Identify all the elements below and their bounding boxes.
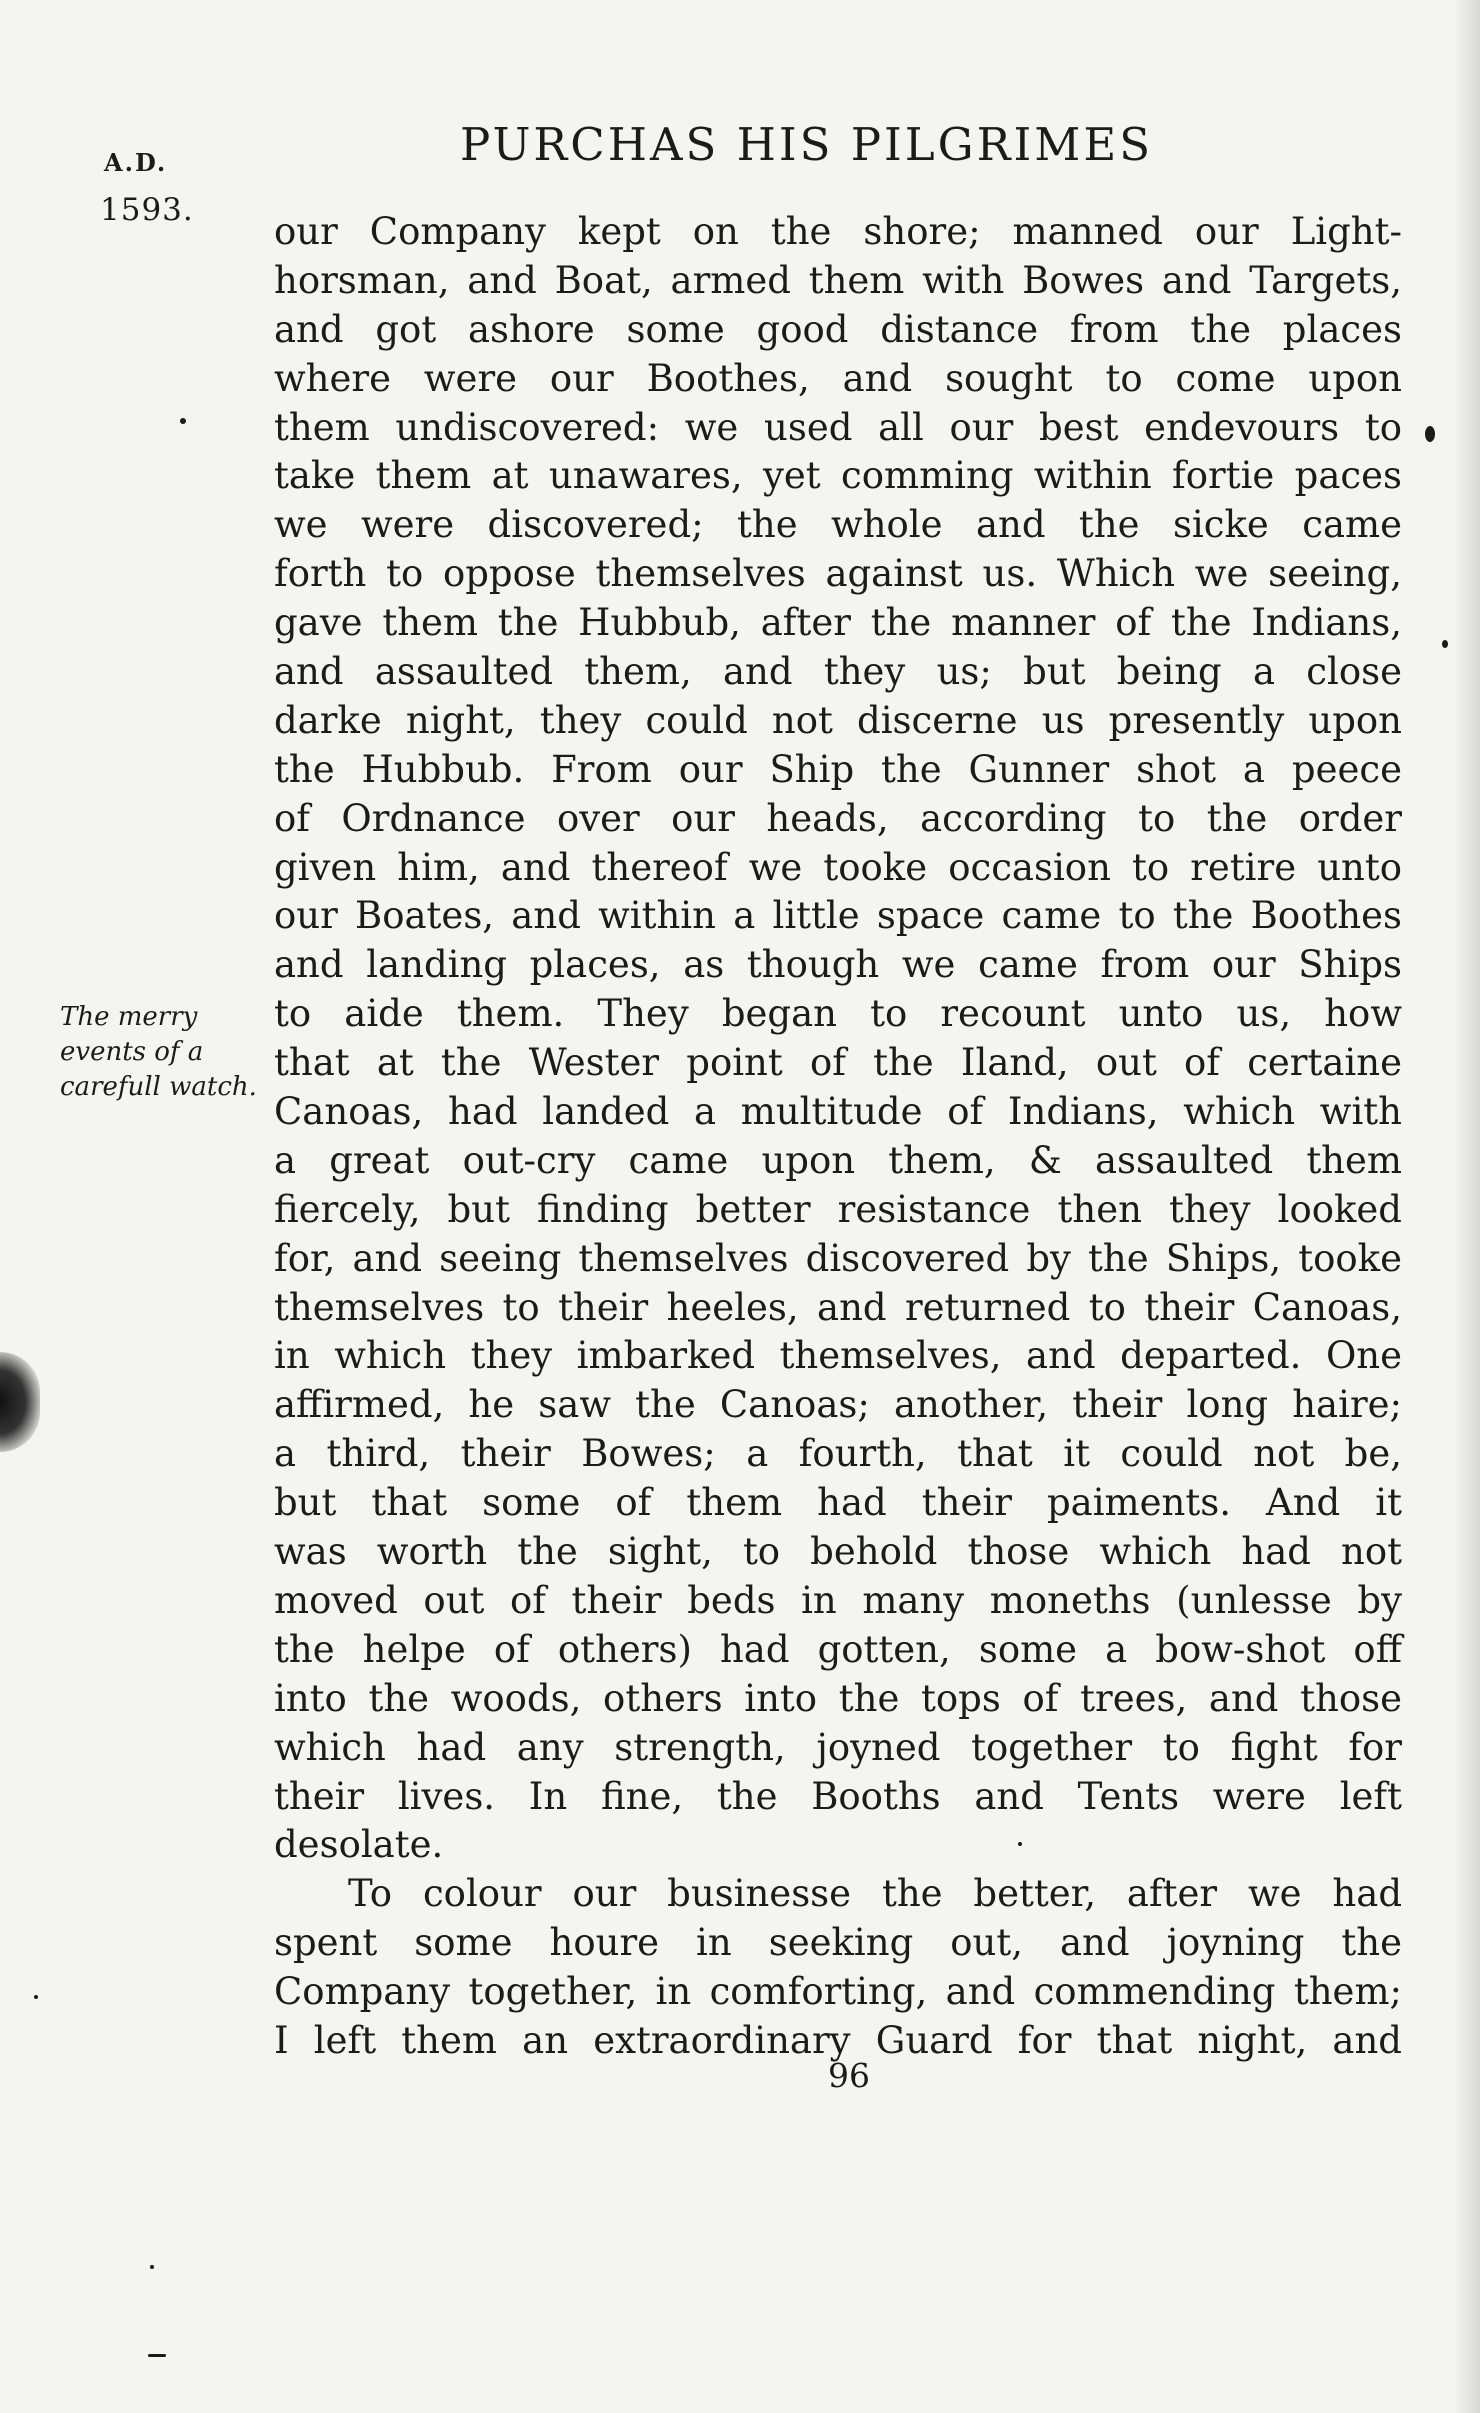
text-line: we were discovered; the whole and the sicke came [274,503,1402,547]
text-line: but that some of them had their paiments. And it [274,1481,1402,1525]
text-line: take them at unawares, yet comming within fortie paces [274,454,1402,498]
text-line: a great out-cry came upon them, & assaulted them [274,1138,1402,1182]
scan-speck [148,2354,166,2357]
page-number: 96 [828,2056,870,2095]
text-line: our Company kept on the shore; manned our Light- [274,210,1402,253]
text-line: darke night, they could not discerne us presently upon [274,698,1402,742]
text-line: and landing places, as though we came from our Ships [274,943,1402,987]
running-title: PURCHAS HIS PILGRIMES [460,118,1154,171]
text-line: where were our Boothes, and sought to come upon [274,356,1402,400]
page-edge [1454,0,1480,2413]
text-line: To colour our businesse the better, after we had [348,1872,1402,1916]
scan-speck [1018,1842,1022,1846]
margin-note-line: events of a [60,1037,204,1067]
text-line: fiercely, but finding better resistance then they looked [274,1187,1402,1231]
text-line: affirmed, he saw the Canoas; another, their long haire; [274,1383,1402,1427]
text-line: spent some houre in seeking out, and joyning the [274,1921,1402,1965]
text-line: the helpe of others) had gotten, some a bow-shot off [274,1627,1402,1671]
text-line: was worth the sight, to behold those which had not [274,1530,1402,1574]
text-line: horsman, and Boat, armed them with Bowes and Targets, [274,258,1402,302]
text-line: their lives. In fine, the Booths and Tents were left [274,1774,1402,1818]
scan-speck [34,1995,38,1999]
text-line: and got ashore some good distance from the places [274,307,1402,351]
scan-speck [1442,640,1448,648]
text-line: I left them an extraordinary Guard for that night, and [274,2018,1402,2062]
scan-speck [180,418,186,424]
text-line: the Hubbub. From our Ship the Gunner shot a peece [274,747,1402,791]
text-line: moved out of their beds in many moneths (unlesse by [274,1578,1402,1622]
text-line: forth to oppose themselves against us. Which we seeing, [274,552,1402,596]
text-line: desolate. [274,1823,444,1867]
text-line: them undiscovered: we used all our best endevours to [274,405,1402,449]
text-line: and assaulted them, and they us; but being a close [274,650,1402,694]
text-line: given him, and thereof we tooke occasion to retire unto [274,845,1402,889]
body-text [274,208,1402,2066]
margin-note-line: carefull watch. [60,1072,257,1102]
scan-speck [150,2265,154,2269]
text-line: which had any strength, joyned together to fight for [274,1725,1402,1769]
text-line: in which they imbarked themselves, and departed. One [274,1334,1402,1378]
text-line: a third, their Bowes; a fourth, that it could not be, [274,1432,1402,1476]
ad-label: A.D. [104,148,168,177]
text-line: to aide them. They began to recount unto us, how [274,992,1402,1036]
year-margin: 1593. [100,192,194,228]
text-line: of Ordnance over our heads, according to the order [274,796,1402,840]
margin-note-line: The merry [60,1002,198,1032]
text-line: themselves to their heeles, and returned to their Canoas, [274,1285,1402,1329]
text-line: into the woods, others into the tops of trees, and those [274,1676,1402,1720]
text-line: Company together, in comforting, and commending them; [274,1970,1402,2014]
text-line: that at the Wester point of the Iland, out of certaine [274,1041,1402,1085]
margin-note [60,1000,257,1105]
scan-edge-shadow [0,1352,40,1452]
scan-speck [1425,426,1435,442]
text-line: for, and seeing themselves discovered by the Ships, tooke [274,1236,1402,1280]
text-line: Canoas, had landed a multitude of Indians, which with [274,1090,1402,1134]
text-line: gave them the Hubbub, after the manner of the Indians, [274,601,1402,645]
text-line: our Boates, and within a little space came to the Boothes [274,894,1402,938]
